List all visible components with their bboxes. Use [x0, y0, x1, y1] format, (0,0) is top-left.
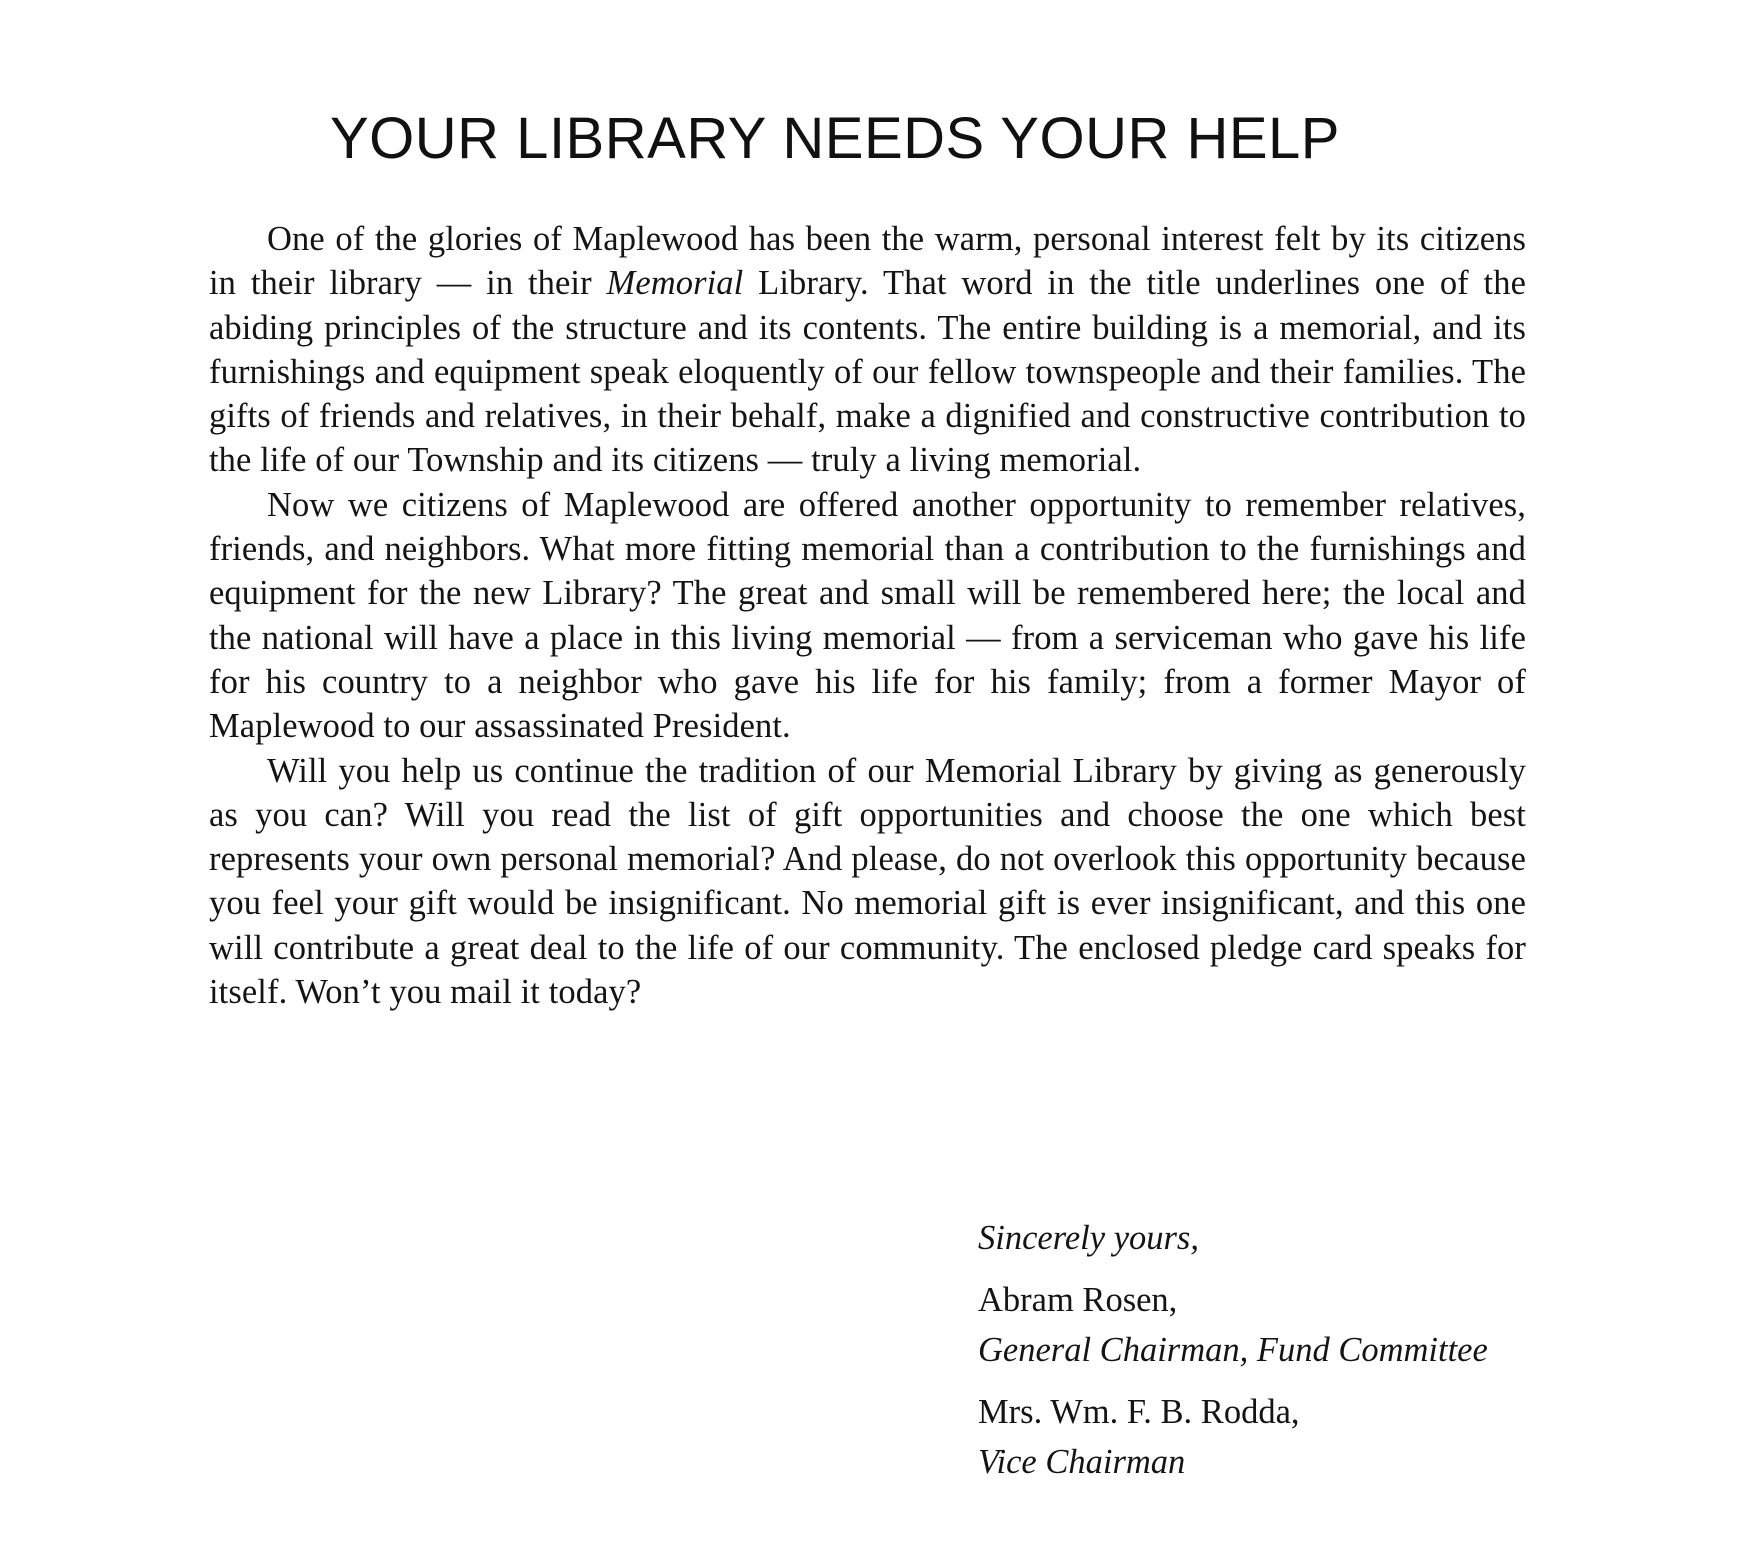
signer-1-title: General Chairman, Fund Committee	[978, 1331, 1488, 1369]
signer-1-name: Abram Rosen,	[978, 1281, 1178, 1319]
letter-body	[209, 217, 1526, 1014]
paragraph-1	[209, 217, 1526, 483]
paragraph-3: Will you help us continue the tradition of our Memorial Library by giving as generously as you can? Will you read the list of gift opportunities and choose the one which best represents your own personal memorial? And please, do not overlook this opportunity because you feel your gift would be insignificant. No memorial gift is ever insignificant, and this one will contribute a great deal to the life of our community. The enclosed pledge card speaks for itself. Won’t you mail it today?	[209, 751, 1526, 1012]
closing-salutation: Sincerely yours,	[978, 1219, 1199, 1257]
signature-block	[978, 1213, 1718, 1487]
paragraph-1-text-a: One of the glories of Maplewood has been the warm, personal interest felt by its citizens in their library — in their	[209, 220, 1526, 303]
paragraph-2: Now we citizens of Maplewood are offered another opportunity to remember relatives, friends, and neighbors. What more fitting memorial than a contribution to the furnishings and equipment for the new Library? The great and small will be remembered here; the local and the national will have a place in this living memorial — from a serviceman who gave his life for his country to a neighbor who gave his life for his family; from a former Mayor of Maplewood to our assassinated President.	[209, 485, 1526, 746]
page-title: YOUR LIBRARY NEEDS YOUR HELP	[330, 106, 1340, 171]
paragraph-1-emphasis: Memorial	[606, 264, 744, 303]
signer-2-title: Vice Chairman	[978, 1443, 1186, 1481]
signer-2-name: Mrs. Wm. F. B. Rodda,	[978, 1393, 1300, 1431]
paragraph-1-text-b: Library. That word in the title underlines one of the abiding principles of the structure and its contents. The entire building is a memorial, and its furnishings and equipment speak eloquently of our fellow townspeople and their families. The gifts of friends and relatives, in their behalf, make a dignified and constructive contribution to the life of our Township and its citizens — truly a living memorial.	[209, 264, 1526, 480]
